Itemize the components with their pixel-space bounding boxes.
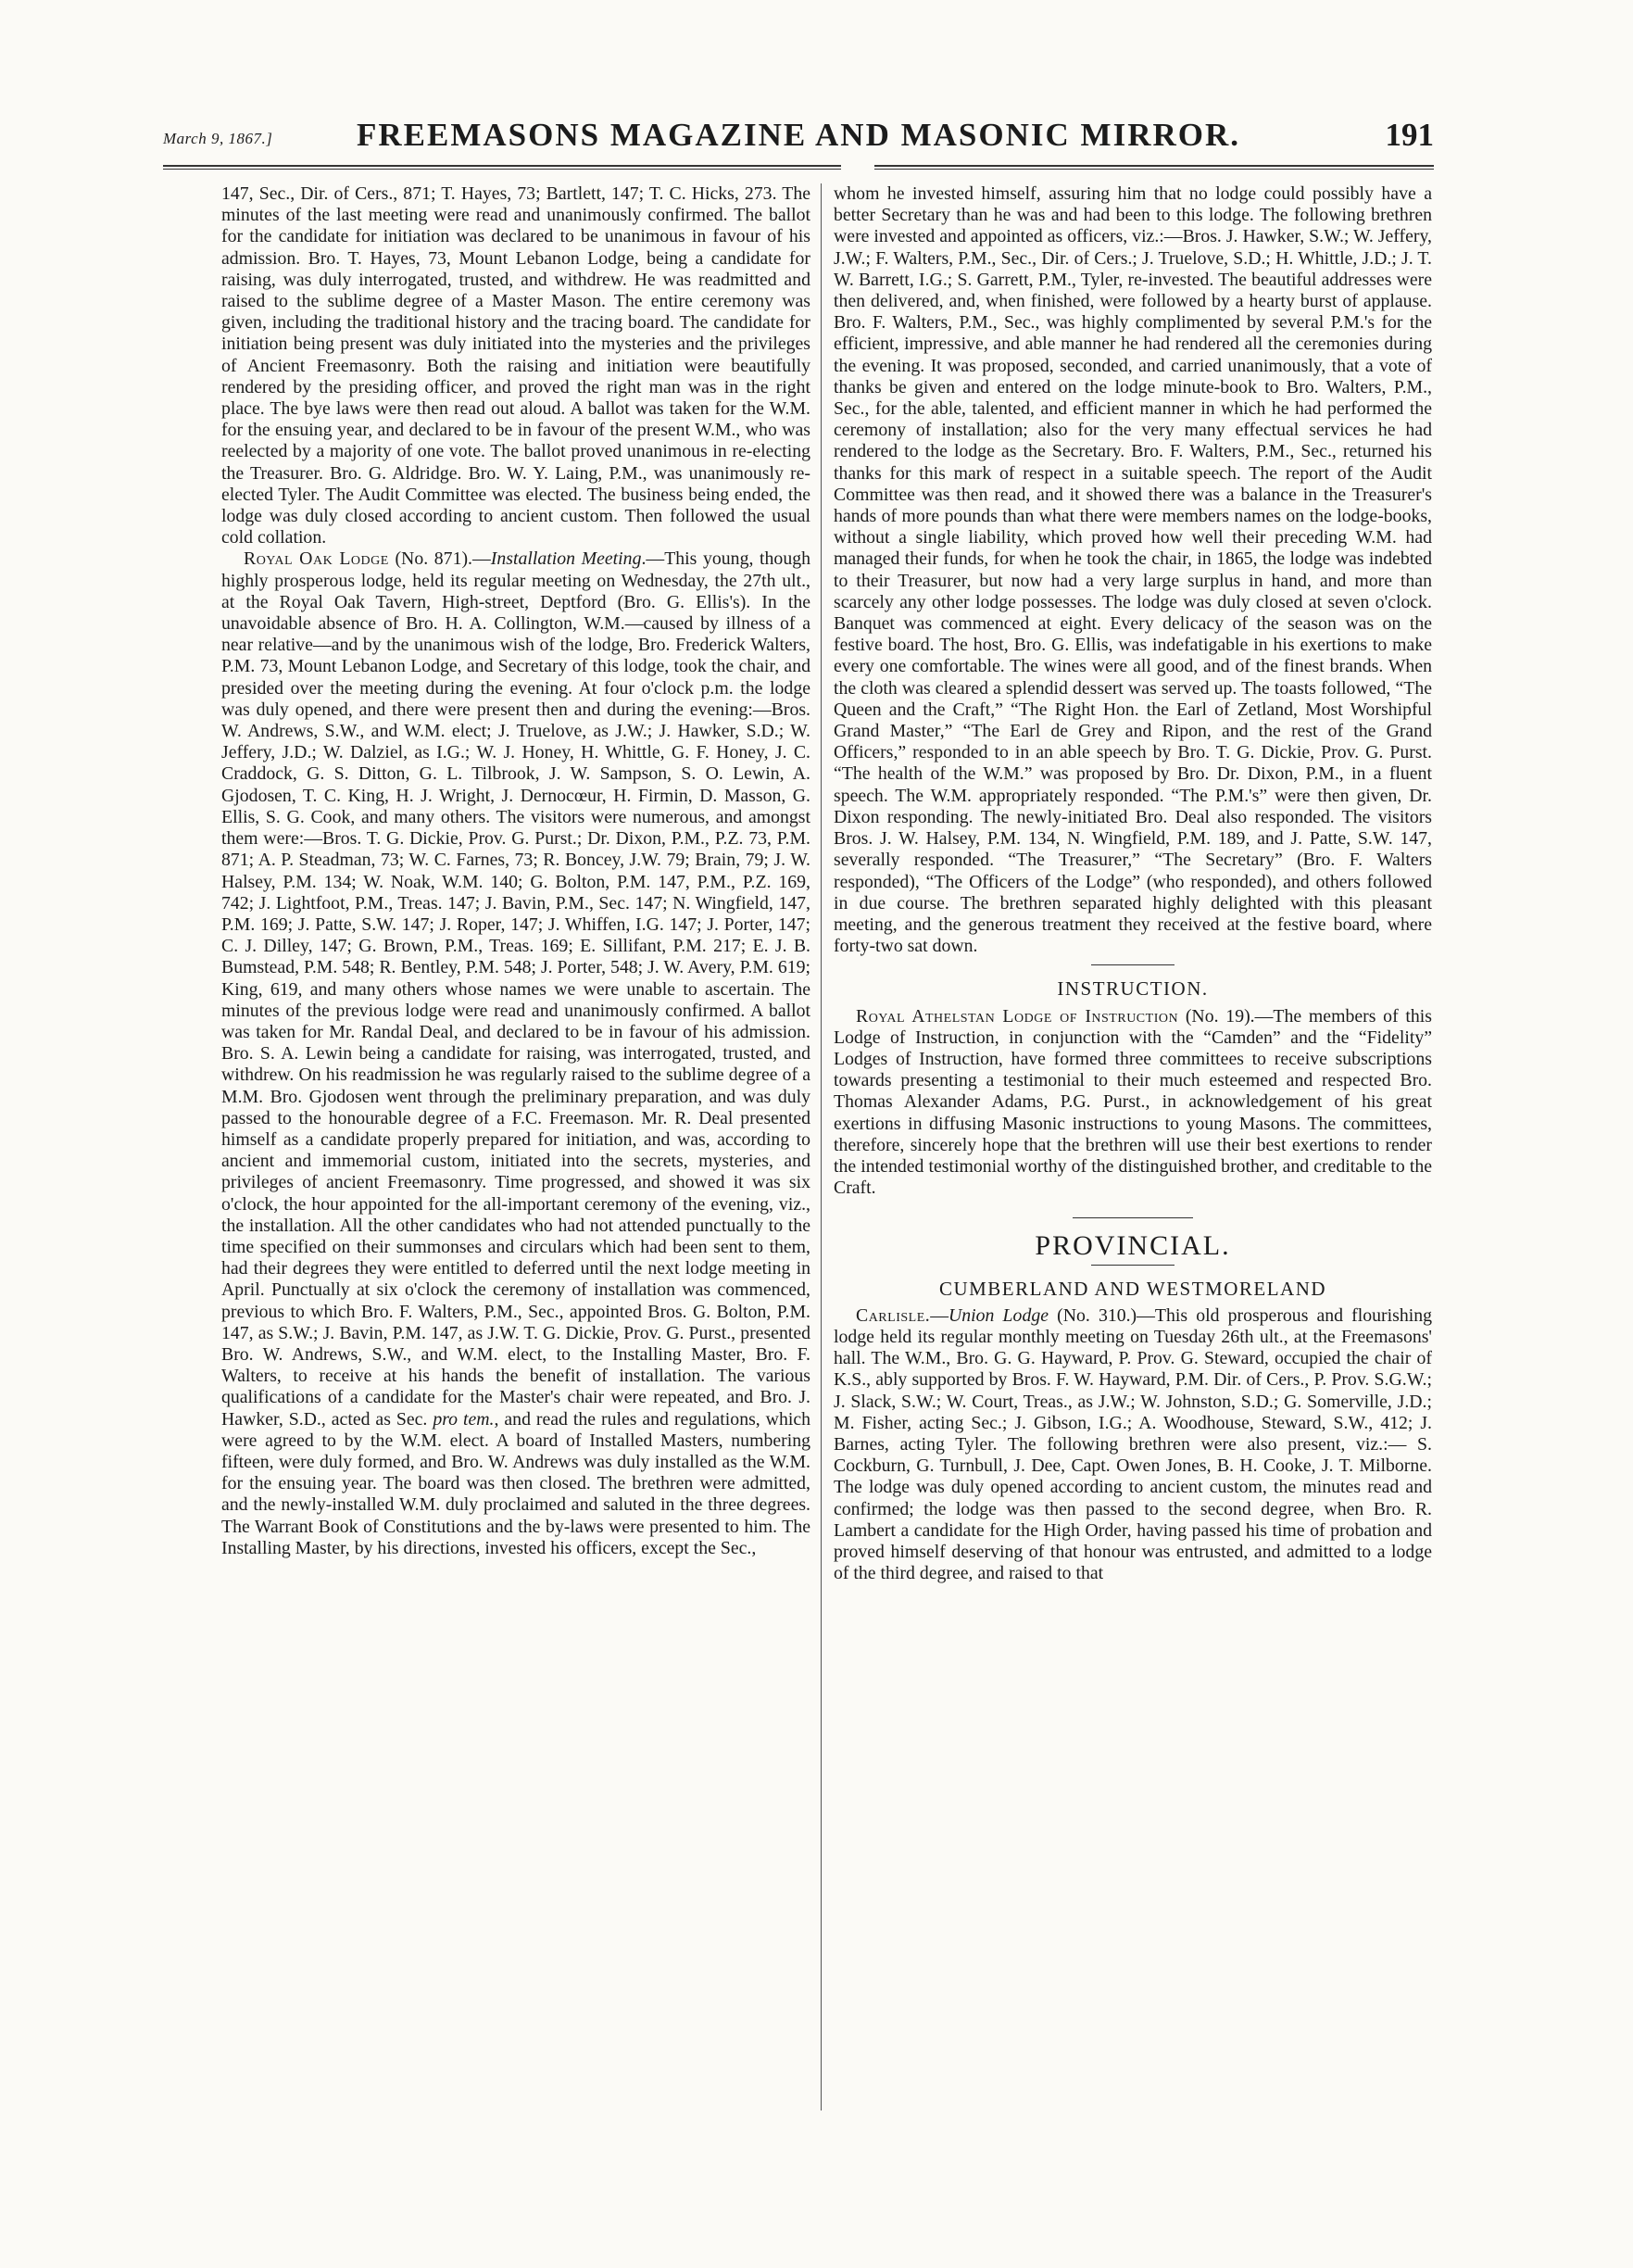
lodge-report-continued: 147, Sec., Dir. of Cers., 871; T. Hayes, 73; Bartlett, 147; T. C. Hicks, 273. The minutes of the last meeting were read and unanimously confirmed. The ballot for the candidate for initiation was declared to be unanimous in favour of his admission. Bro. T. Hayes, 73, Mount Lebanon Lodge, being a candidate for raising, was duly interrogated, trusted, and withdrew. He was readmitted and raised to the sublime degree of a Master Mason. The entire ceremony was given, including the traditional history and the tracing board. The candidate for initiation being present was duly initiated into the mysteries and the privileges of Ancient Freemasonry. Both the raising and initiation were beautifully rendered by the presiding officer, and proved the right man was in the right place. The bye laws were then read out aloud. A ballot was taken for the W.M. for the ensuing year, and declared to be in favour of the present W.M., who was reelected by a majority of one vote. The ballot proved unanimous in re-electing the Treasurer. Bro. G. Aldridge. Bro. W. Y. Laing, P.M., was unanimously re-elected Tyler. The Audit Committee was elected. The business being ended, the lodge was duly closed according to ancient custom. Then followed the usual cold collation.	[221, 183, 810, 548]
carlisle-place-name: Carlisle.	[856, 1304, 931, 1326]
royal-oak-lodge-number: (No. 871).—	[388, 548, 491, 570]
masthead	[163, 89, 1434, 153]
carlisle-text: (No. 310.)—This old prosperous and flourishing lodge held its regular monthly meeting on Tuesday 26th ult., at the Freemasons' hall. The W.M., Bro. G. G. Hayward, P. Prov. G. Steward, occupied the chair of K.S., ably supported by Bros. F. W. Hayward, P.M. Dir. of Cers., P. Prov. S.G.W.; J. Slack, S.W.; W. Court, Treas., as J.W.; W. Johnston, S.D.; G. Somerville, J.D.; M. Fisher, acting Sec.; J. Gibson, I.G.; A. Woodhouse, Steward, S.W., 412; J. Barnes, acting Tyler. The following brethren were also present, viz.:— S. Cockburn, G. Turnbull, J. Dee, Capt. Owen Jones, B. H. Cooke, J. T. Milborne. The lodge was duly opened according to ancient custom, the minutes read and confirmed; the lodge was then passed to the second degree, when Bro. R. Lambert a candidate for the High Order, having passed his time of probation and proved himself deserving of that honour was entrusted, and admitted to a lodge of the third degree, and raised to that	[834, 1304, 1432, 1584]
issue-date: March 9, 1867.]	[163, 130, 273, 147]
heading-underline	[1091, 1265, 1175, 1266]
royal-oak-lodge-report	[221, 548, 810, 1559]
right-column	[834, 183, 1432, 1584]
column-divider	[821, 183, 822, 2110]
cumberland-heading: CUMBERLAND AND WESTMORELAND	[938, 1277, 1327, 1300]
union-lodge-name: Union Lodge	[948, 1304, 1049, 1326]
left-column	[221, 183, 810, 1559]
athelstan-lodge-report	[834, 1006, 1432, 1200]
pro-tem-text: pro tem.	[433, 1408, 495, 1430]
royal-oak-text-part-2: , and read the rules and regulations, which were agreed to by the W.M. elect. A board of Installed Masters, numbering fifteen, were duly formed, and Bro. W. Andrews was duly installed as the W.M. for the ensuing year. The board was then closed. The brethren were admitted, and the newly-installed W.M. duly proclaimed and saluted in the three degrees. The Warrant Book of Constitutions and the by-laws were presented to him. The Installing Master, by his directions, invested his officers, except the Sec.,	[221, 1408, 811, 1558]
instruction-heading: INSTRUCTION.	[1057, 977, 1209, 1001]
carlisle-dash: —	[930, 1304, 948, 1326]
athelstan-lodge-text: (No. 19).—The members of this Lodge of Instruction, in conjunction with the “Camden” and the “Fidelity” Lodges of Instruction, have formed three committees to receive subscriptions towards presenting a testimonial to their much esteemed and respected Bro. Thomas Alexander Adams, P.G. Purst., in acknowledgement of his great exertions in diffusing Masonic instructions to young Masons. The committees, therefore, sincerely hope that the brethren will use their best exertions to render the intended testimonial worthy of the distinguished brother, and creditable to the Craft.	[834, 1005, 1432, 1199]
installation-report-continued: whom he invested himself, assuring him that no lodge could possibly have a better Secretary than he was and had been to this lodge. The following brethren were invested and appointed as officers, viz.:—Bros. J. Hawker, S.W.; W. Jeffery, J.W.; F. Walters, P.M., Sec., Dir. of Cers.; J. Truelove, S.D.; H. Whittle, J.D.; J. T. W. Barrett, I.G.; S. Garrett, P.M., Tyler, re-invested. The beautiful addresses were then delivered, and, when finished, were followed by a hearty burst of applause. Bro. F. Walters, P.M., Sec., was highly complimented by several P.M.'s for the efficient, impressive, and able manner he had rendered all the ceremonies during the evening. It was proposed, seconded, and carried unanimously, that a vote of thanks be given and entered on the lodge minute-book to Bro. Walters, P.M., Sec., for the able, talented, and efficient manner in which he had performed the ceremony of installation; also for the very many effectual services he had rendered to the lodge as the Secretary. Bro. F. Walters, P.M., Sec., returned his thanks for this mark of respect in a suitable speech. The report of the Audit Committee was then read, and it showed there was a balance in the Treasurer's hands of more pounds than what there were members names on the lodge-books, without a single liability, which proved how well their preceding W.M. had managed their funds, for when he took the chair, in 1865, the lodge was indebted to their Treasurer, but now had a very large surplus in hand, and more than scarcely any other lodge possesses. The lodge was duly closed at seven o'clock. Banquet was commenced at eight. Every delicacy of the season was on the festive board. The host, Bro. G. Ellis, was indefatigable in his exertions to make every one comfortable. The wines were all good, and of the finest brands. When the cloth was cleared a splendid dessert was served up. The toasts followed, “The Queen and the Craft,” “The Right Hon. the Earl of Zetland, Most Worshipful Grand Master,” “The Earl de Grey and Ripon, and the rest of the Grand Officers,” responded to in an able speech by Bro. T. G. Dickie, Prov. G. Purst. “The health of the W.M.” was proposed by Bro. Dr. Dixon, P.M., in a fluent speech. The W.M. appropriately responded. “The P.M.'s” were then given, Dr. Dixon responding. The newly-initiated Bro. Deal also responded. The visitors Bros. J. W. Halsey, P.M. 134, N. Wingfield, P.M. 189, and J. Patte, S.W. 147, severally responded. “The Treasurer,” “The Secretary” (Bro. F. Walters responded), “The Officers of the Lodge” (who responded), and others followed in due course. The brethren separated highly delighted with this pleasant meeting, and the generous treatment they received at the festive board, where forty-two sat down.	[834, 183, 1432, 957]
carlisle-lodge-report	[834, 1305, 1432, 1585]
header-rule-right	[874, 165, 1434, 170]
section-divider	[1091, 964, 1175, 965]
royal-oak-lodge-name: Royal Oak Lodge	[244, 548, 389, 570]
page-number: 191	[1385, 117, 1434, 153]
royal-oak-text-part-1: .—This young, though highly prosperous lodge, held its regular meeting on Wednesday, the 27th ult., at the Royal Oak Tavern, High-street, Deptford (Bro. G. Ellis's). In the unavoidable absence of Bro. H. A. Collington, W.M.—caused by illness of a near relative—and by the unanimous wish of the lodge, Bro. Frederick Walters, P.M. 73, Mount Lebanon Lodge, and Secretary of this lodge, took the chair, and presided over the meeting during the evening. At four o'clock p.m. the lodge was duly opened, and there were present then and during the evening:—Bros. W. Andrews, S.W., and W.M. elect; J. Truelove, as J.W.; J. Hawker, S.D.; W. Jeffery, J.D.; W. Dalziel, as I.G.; W. J. Honey, H. Whittle, G. F. Honey, J. C. Craddock, G. S. Ditton, G. L. Tilbrook, J. W. Sampson, S. O. Lewin, A. Gjodosen, T. C. King, H. J. Wright, J. Dernocœur, H. Firmin, D. Masson, G. Ellis, S. G. Cook, and many others. The visitors were numerous, and amongst them were:—Bros. T. G. Dickie, Prov. G. Purst.; Dr. Dixon, P.M., P.Z. 73, P.M. 871; A. P. Steadman, 73; W. C. Farnes, 73; R. Boncey, J.W. 79; Brain, 79; J. W. Halsey, P.M. 134; W. Noak, W.M. 140; G. Bolton, P.M. 147, P.M., P.Z. 169, 742; J. Lightfoot, P.M., Treas. 147; J. Bavin, P.M., Sec. 147; N. Wingfield, 147, P.M. 169; J. Patte, S.W. 147; J. Roper, 147; J. Whiffen, I.G. 147; J. Porter, 147; C. J. Dilley, 147; G. Brown, P.M., Treas. 169; E. Sillifant, P.M. 217; E. J. B. Bumstead, P.M. 548; R. Bentley, P.M. 548; J. Porter, 548; J. W. Avery, P.M. 619; King, 619, and many others whose names we were unable to ascertain. The minutes of the previous lodge were read and unanimously confirmed. A ballot was taken for Mr. Randal Deal, and declared to be in favour of his admission. Bro. S. A. Lewin being a candidate for raising, was interrogated, trusted, and withdrew. On his readmission he was regularly raised to the sublime degree of a M.M. Bro. Gjodosen went through the preliminary preparation, and was duly passed to the honourable degree of a F.C. Freemason. Mr. R. Deal presented himself as a candidate properly prepared for initiation, and was, according to ancient and immemorial custom, initiated into the secrets, mysteries, and privileges of ancient Freemasonry. Time progressed, and showed it was six o'clock, the hour appointed for the all-important ceremony of the evening, viz., the installation. All the other candidates who had not attended punctually to the time specified on their summonses and circulars which had been sent to them, had their degrees they were entitled to deferred until the next lodge meeting in April. Punctually at six o'clock the ceremony of installation was commenced, previous to which Bro. F. Walters, P.M., Sec., appointed Bros. G. Bolton, P.M. 147, as S.W.; J. Bavin, P.M. 147, as J.W. T. G. Dickie, Prov. G. Purst., presented Bro. W. Andrews, S.W., and W.M. elect, to the Installing Master, Bro. F. Walters, to receive at his hands the benefit of installation. The various qualifications of a candidate for the Master's chair were repeated, and Bro. J. Hawker, S.D., acted as Sec.	[221, 548, 810, 1430]
athelstan-lodge-name: Royal Athelstan Lodge of Instruction	[856, 1005, 1179, 1027]
provincial-heading: PROVINCIAL.	[1035, 1230, 1231, 1262]
installation-meeting-label: Installation Meeting	[490, 548, 642, 570]
section-divider	[1073, 1217, 1193, 1218]
magazine-title: FREEMASONS MAGAZINE AND MASONIC MIRROR.	[356, 117, 1240, 153]
header-rule-left	[163, 165, 841, 170]
